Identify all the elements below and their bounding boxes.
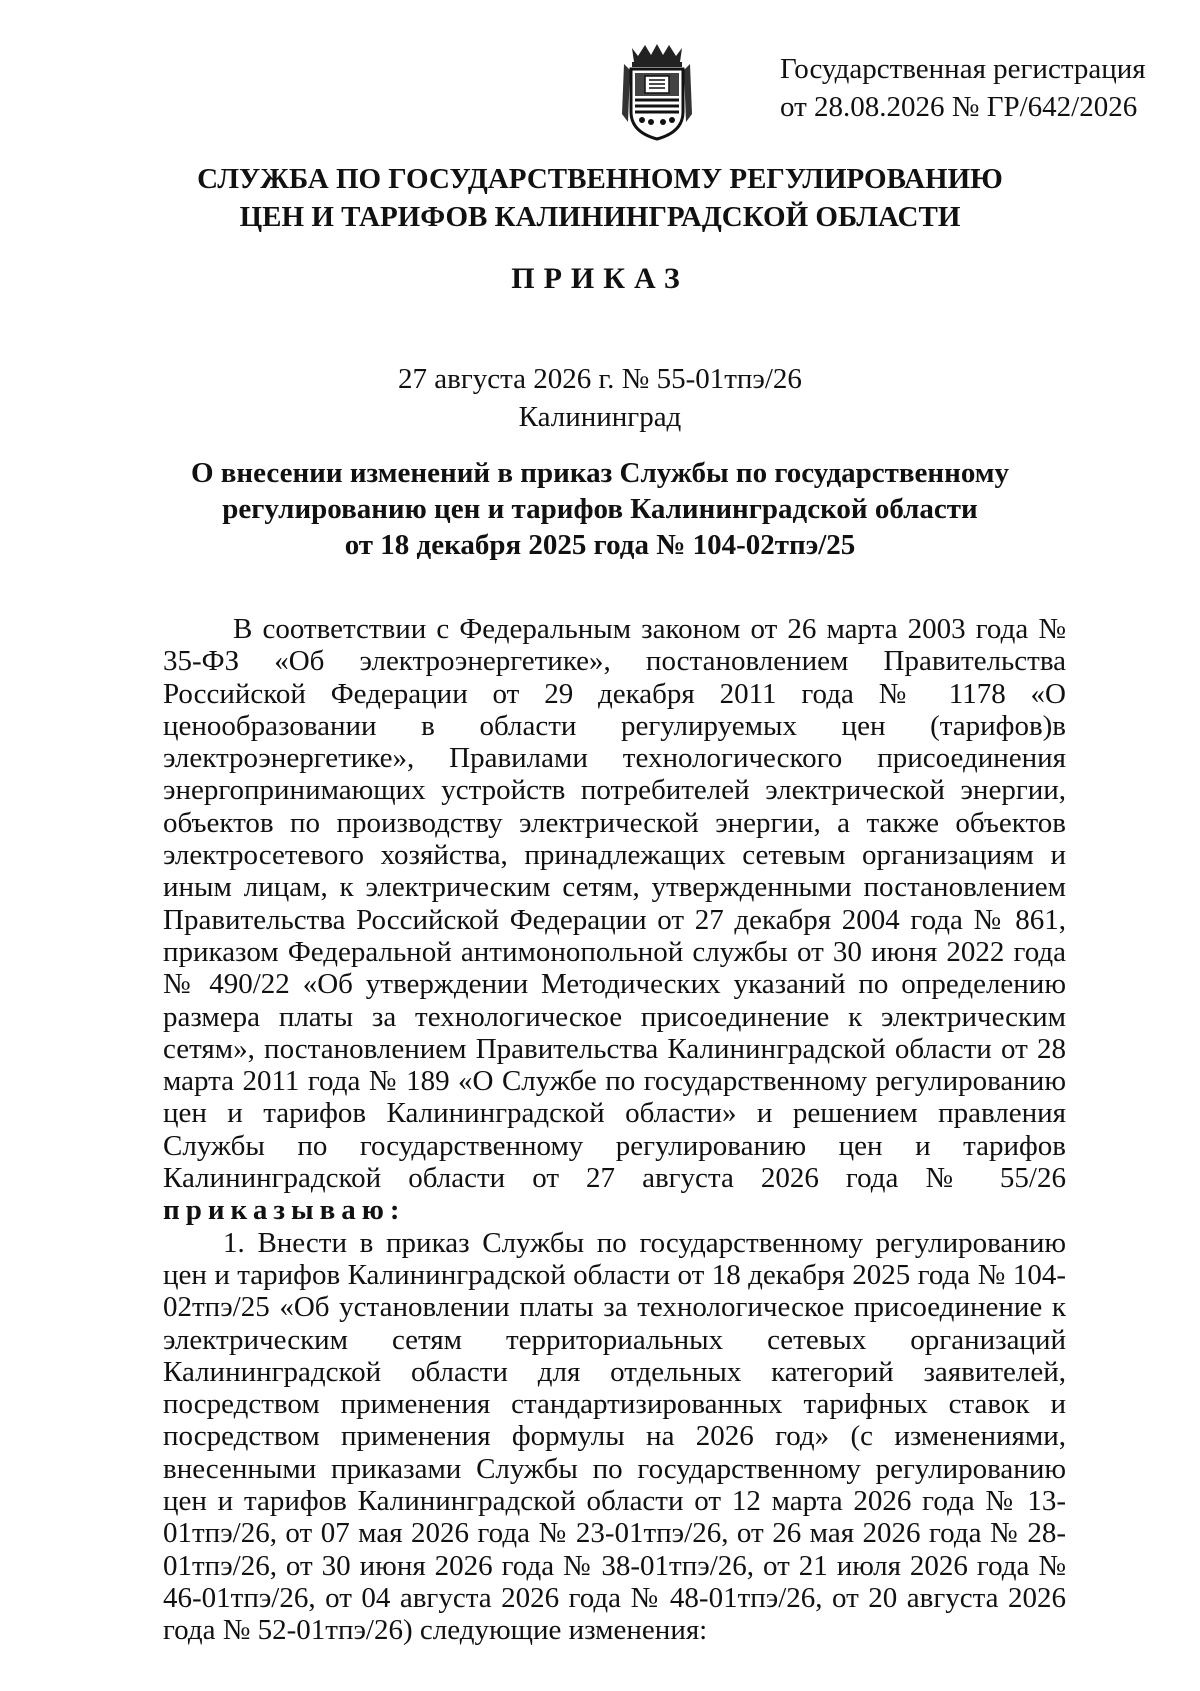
coat-of-arms-kaliningrad-icon bbox=[618, 42, 696, 142]
directive-word: приказываю: bbox=[163, 1194, 406, 1227]
agency-name-line-1: СЛУЖБА ПО ГОСУДАРСТВЕННОМУ РЕГУЛИРОВАНИЮ bbox=[197, 163, 1003, 195]
subject-line-2: регулированию цен и тарифов Калининградской области bbox=[222, 493, 978, 525]
document-body bbox=[163, 613, 1066, 1647]
registration-label: Государственная регистрация bbox=[780, 53, 1146, 85]
registration-number: от 28.08.2026 № ГР/642/2026 bbox=[780, 91, 1138, 123]
order-subject-heading bbox=[150, 455, 1050, 563]
registration-stamp bbox=[780, 50, 1160, 126]
agency-name bbox=[150, 160, 1050, 236]
clause-1-paragraph: 1. Внести в приказ Службы по государственному регулированию цен и тарифов Калининградской области от 18 декабря 2025 года № 104-02тпэ/25 «Об установлении платы за технологическое присоединение к электрическим сетям территориальных сетевых организаций Калининградской области для отдельных категорий заявителей, посредством применения стандартизированных тарифных ставок и посредством применения формулы на 2026 год» (с изменениями, внесенными приказами Службы по государственному регулированию цен и тарифов Калининградской области от 12 марта 2026 года № 13-01тпэ/26, от 07 мая 2026 года № 23-01тпэ/26, от 26 мая 2026 года № 28-01тпэ/26, от 30 июня 2026 года № 38-01тпэ/26, от 21 июля 2026 года № 46-01тпэ/26, от 04 августа 2026 года № 48-01тпэ/26, от 20 августа 2026 года № 52-01тпэ/26) следующие изменения: bbox=[163, 1226, 1066, 1647]
order-details bbox=[0, 360, 1200, 436]
subject-line-3: от 18 декабря 2025 года № 104-02тпэ/25 bbox=[344, 529, 856, 561]
document-type-title: ПРИКАЗ bbox=[511, 262, 689, 295]
preamble-text: В соответствии с Федеральным законом от 26 марта 2003 года № 35-ФЗ «Об электроэнергетике», постановлением Правительства Российской Федерации от 29 декабря 2011 года № 1178 «О ценообразовании в области регулируемых цен (тарифов)в электроэнергетике», Правилами технологического присоединения энергопринимающих устройств потребителей электрической энергии, объектов по производству электрической энергии, а также объектов электросетевого хозяйства, принадлежащих сетевым организациям и иным лицам, к электрическим сетям, утвержденными постановлением Правительства Российской Федерации от 27 декабря 2004 года № 861, приказом Федеральной антимонопольной службы от 30 июня 2022 года № 490/22 «Об утверждении Методических указаний по определению размера платы за технологическое присоединение к электрическим сетям», постановлением Правительства Калининградской области от 28 марта 2011 года № 189 «О Службе по государственному регулированию цен и тарифов Калининградской области» и решением правления Службы по государственному регулированию цен и тарифов Калининградской области от 27 августа 2026 года № 55/26 bbox=[163, 613, 1066, 1195]
agency-name-line-2: ЦЕН И ТАРИФОВ КАЛИНИНГРАДСКОЙ ОБЛАСТИ bbox=[239, 201, 961, 233]
order-city: Калининград bbox=[518, 401, 682, 433]
subject-line-1: О внесении изменений в приказ Службы по государственному bbox=[190, 457, 1010, 489]
order-date-number: 27 августа 2026 г. № 55-01тпэ/26 bbox=[398, 363, 802, 395]
preamble-paragraph bbox=[163, 613, 1066, 1227]
